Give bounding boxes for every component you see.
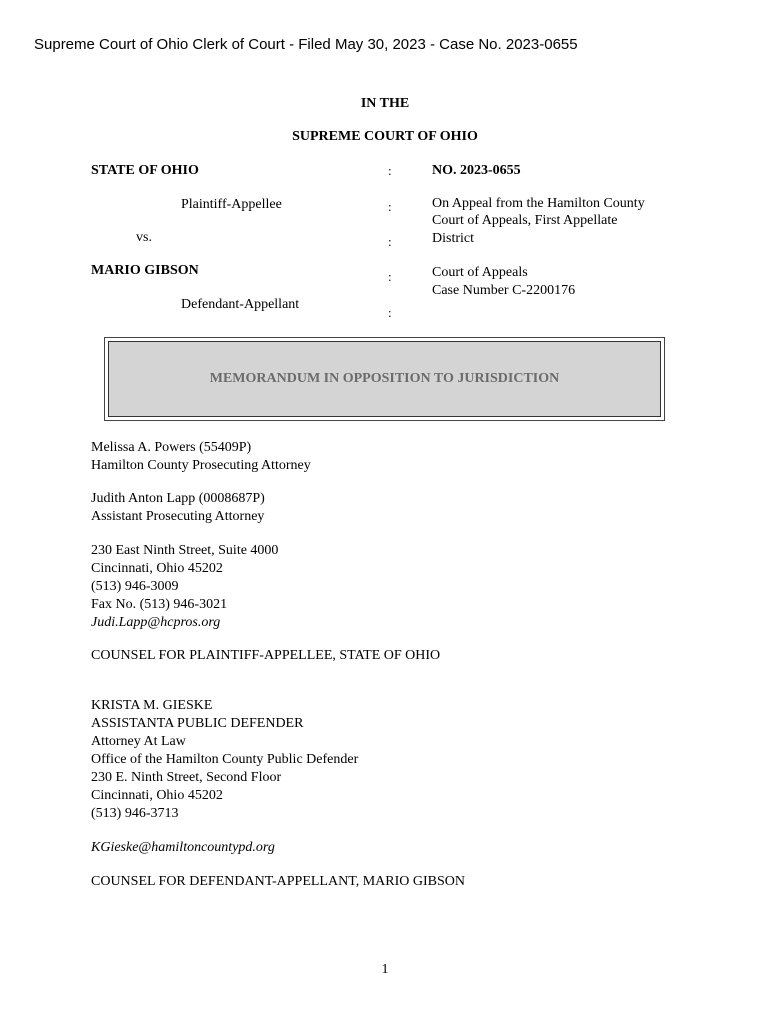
appellant-line: Office of the Hamilton County Public Defender [91,752,359,767]
title-box-inner [108,341,661,417]
appellant-counsel-label [91,873,465,891]
appellee-address [91,542,278,632]
appeal-line: Court of Appeals, First Appellate [432,213,618,228]
caption-in-the: IN THE [360,96,410,111]
case-number: NO. 2023-0655 [432,163,521,178]
appellee-attorney-1 [91,439,311,475]
appellee-attorney-2 [91,490,265,526]
appellee-email[interactable]: Judi.Lapp@hcpros.org [91,615,221,630]
address-line: Fax No. (513) 946-3021 [91,597,228,612]
attorney-line: Assistant Prosecuting Attorney [91,509,265,524]
address-line: 230 East Ninth Street, Suite 4000 [91,543,279,558]
caption-court-name: SUPREME COURT OF OHIO [292,129,478,144]
defendant-name: MARIO GIBSON [91,263,199,278]
attorney-line: Melissa A. Powers (55409P) [91,440,252,455]
caption-colon: : [388,163,392,178]
attorney-line: Hamilton County Prosecuting Attorney [91,458,311,473]
lower-court-line: Case Number C-2200176 [432,283,576,298]
appeal-line: District [432,231,474,246]
appellant-line: (513) 946-3713 [91,806,179,821]
appellant-email-block [91,839,275,857]
appellant-line: ASSISTANTA PUBLIC DEFENDER [91,716,304,731]
appellant-email[interactable]: KGieske@hamiltoncountypd.org [91,840,275,855]
filing-stamp: Supreme Court of Ohio Clerk of Court - Filed May 30, 2023 - Case No. 2023-0655 [34,36,578,53]
appellee-counsel-label [91,647,440,665]
lower-court-line: Court of Appeals [432,265,528,280]
caption-colon: : [388,305,392,320]
defendant-role: Defendant-Appellant [181,297,300,312]
appellant-line: 230 E. Ninth Street, Second Floor [91,770,282,785]
counsel-label: COUNSEL FOR PLAINTIFF-APPELLEE, STATE OF OHIO [91,648,441,663]
plaintiff-name: STATE OF OHIO [91,163,199,178]
appellant-line: Cincinnati, Ohio 45202 [91,788,223,803]
appellant-line: KRISTA M. GIESKE [91,698,213,713]
appellant-line: Attorney At Law [91,734,186,749]
title-box [104,337,665,421]
attorney-line: Judith Anton Lapp (0008687P) [91,491,265,506]
versus-label: vs. [136,230,152,245]
appellant-counsel [91,697,358,823]
appeal-line: On Appeal from the Hamilton County [432,196,645,211]
caption-colon: : [388,269,392,284]
caption-colon: : [388,234,392,249]
plaintiff-role: Plaintiff-Appellee [181,197,282,212]
counsel-label: COUNSEL FOR DEFENDANT-APPELLANT, MARIO GIBSON [91,874,466,889]
document-title: MEMORANDUM IN OPPOSITION TO JURISDICTION [209,371,560,386]
caption-colon: : [388,199,392,214]
address-line: (513) 946-3009 [91,579,179,594]
address-line: Cincinnati, Ohio 45202 [91,561,223,576]
page-number: 1 [381,962,389,977]
